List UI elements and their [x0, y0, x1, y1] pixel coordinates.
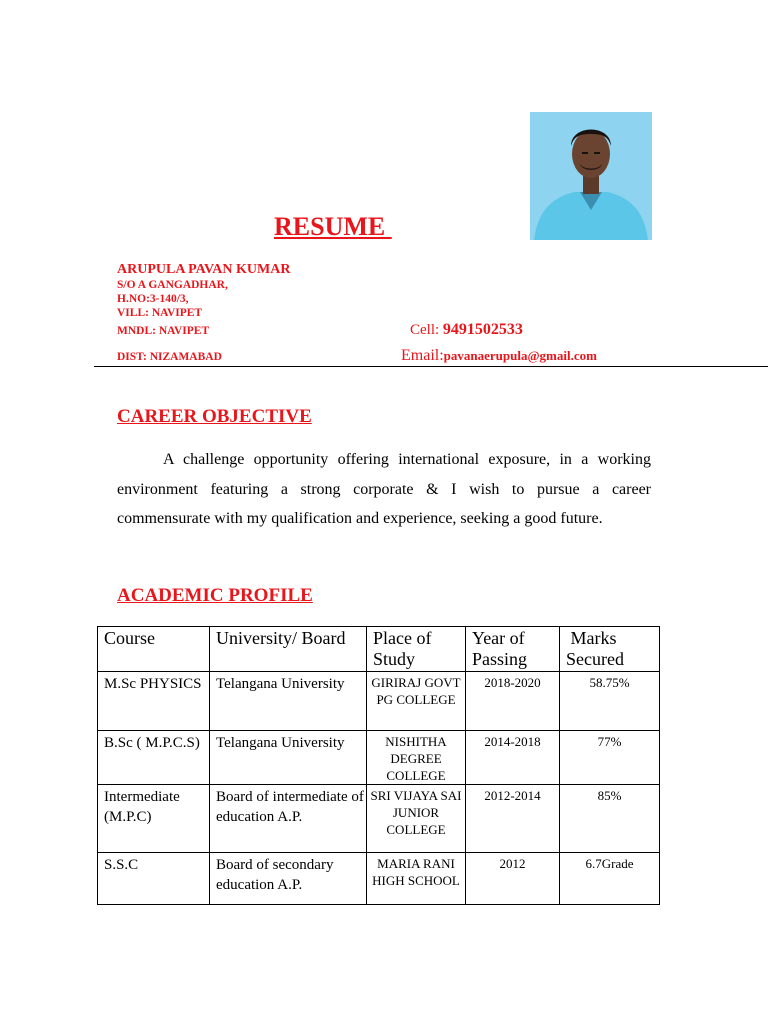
year-cell: 2012	[466, 853, 560, 905]
email-label: Email:	[401, 347, 444, 364]
column-header: Marks Secured	[560, 627, 660, 672]
marks-cell: 6.7Grade	[560, 853, 660, 905]
header-divider	[94, 366, 768, 367]
course-cell: B.Sc ( M.P.C.S)	[98, 731, 210, 785]
course-cell: Intermediate (M.P.C)	[98, 785, 210, 853]
marks-cell: 58.75%	[560, 672, 660, 731]
table-header-row	[98, 627, 660, 672]
address-line: DIST: NIZAMABAD	[117, 351, 222, 363]
column-header: Place of Study	[367, 627, 466, 672]
table-row	[98, 731, 660, 785]
marks-cell: 85%	[560, 785, 660, 853]
candidate-name: ARUPULA PAVAN KUMAR	[117, 262, 291, 277]
year-cell: 2018-2020	[466, 672, 560, 731]
place-cell: NISHITHA DEGREE COLLEGE	[367, 731, 466, 785]
board-cell: Telangana University	[210, 731, 367, 785]
column-header: Year of Passing	[466, 627, 560, 672]
year-cell: 2012-2014	[466, 785, 560, 853]
column-header: University/ Board	[210, 627, 367, 672]
career-objective-text: A challenge opportunity offering international exposure, in a working environment featuring a strong corporate & I wish to pursue a career commensurate with my qualification and experience, seeking a good future.	[117, 451, 651, 527]
marks-cell: 77%	[560, 731, 660, 785]
year-cell: 2014-2018	[466, 731, 560, 785]
address-line: MNDL: NAVIPET	[117, 325, 210, 337]
portrait-illustration	[530, 112, 652, 240]
board-cell: Board of intermediate of education A.P.	[210, 785, 367, 853]
resume-title: RESUME	[274, 212, 392, 241]
place-cell: SRI VIJAYA SAI JUNIOR COLLEGE	[367, 785, 466, 853]
cell-label: Cell:	[410, 322, 443, 338]
place-cell: MARIA RANI HIGH SCHOOL	[367, 853, 466, 905]
place-cell: GIRIRAJ GOVT PG COLLEGE	[367, 672, 466, 731]
academic-table	[97, 626, 660, 905]
board-cell: Board of secondary education A.P.	[210, 853, 367, 905]
column-header: Course	[98, 627, 210, 672]
table-row	[98, 785, 660, 853]
phone-contact	[410, 321, 523, 339]
address-line: S/O A GANGADHAR,	[117, 279, 228, 291]
board-cell: Telangana University	[210, 672, 367, 731]
email-contact	[401, 347, 597, 365]
career-objective-heading: CAREER OBJECTIVE	[117, 406, 312, 427]
course-cell: M.Sc PHYSICS	[98, 672, 210, 731]
passport-photo	[530, 112, 652, 240]
cell-number: 9491502533	[442, 321, 523, 338]
address-line: VILL: NAVIPET	[117, 307, 203, 319]
email-address: pavanaerupula@gmail.com	[443, 348, 597, 363]
table-row	[98, 853, 660, 905]
course-cell: S.S.C	[98, 853, 210, 905]
address-line: H.NO:3-140/3,	[117, 293, 189, 305]
academic-profile-heading: ACADEMIC PROFILE	[117, 585, 313, 606]
table-row	[98, 672, 660, 731]
